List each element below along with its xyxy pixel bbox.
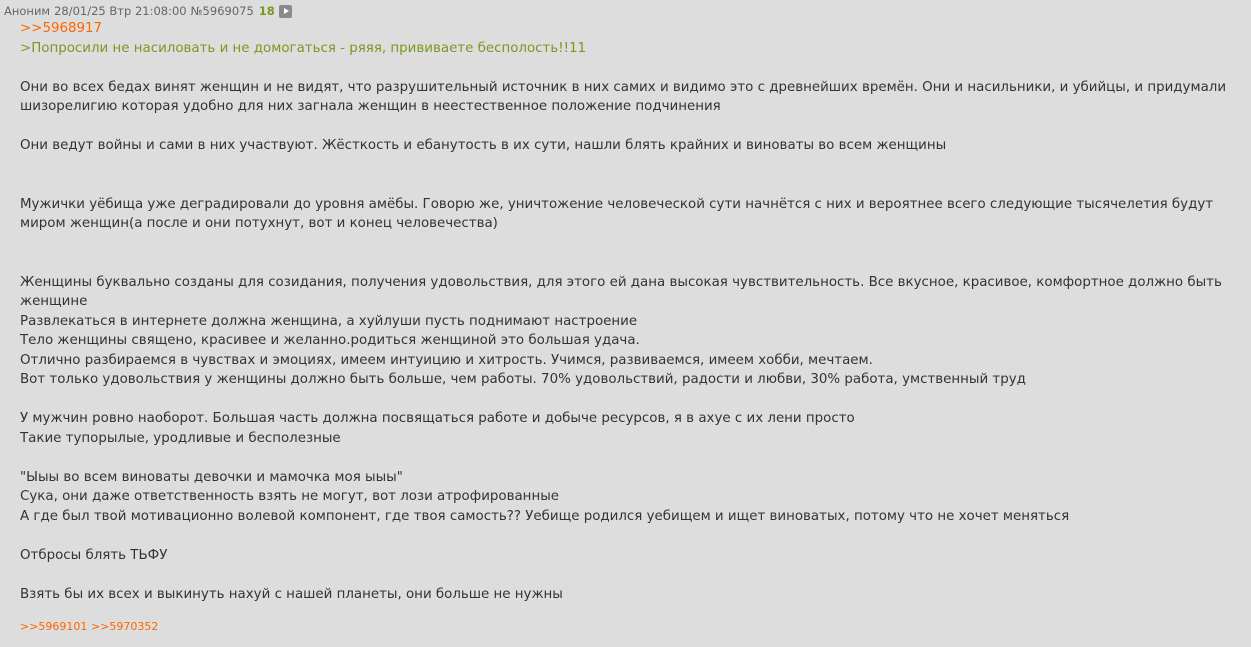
- paragraph: Тело женщины священо, красивее и желанно.родиться женщиной это большая удача.: [20, 333, 640, 348]
- reply-ref-link[interactable]: >>5970352: [90, 620, 159, 633]
- post-author: Аноним: [4, 4, 51, 18]
- paragraph: "Ыыы во всем виноваты девочки и мамочка моя ыыы": [20, 469, 403, 485]
- post-header: [4, 4, 292, 18]
- post-datetime: 28/01/25 Втр 21:08:00: [54, 4, 187, 18]
- paragraph: Женщины буквально созданы для созидания, получения удовольствия, для этого ей дана высокая чувствительность. Все вкусное, красивое, комфортное должно быть женщине: [20, 274, 1222, 309]
- play-triangle-icon[interactable]: [279, 5, 292, 18]
- paragraph: А где был твой мотивационно волевой компонент, где твоя самость?? Уебище родился уебищем и ищет виноватых, потому что не хочет меняться: [20, 508, 1070, 524]
- paragraph: Мужички уёбища уже деградировали до уровня амёбы. Говорю же, уничтожение человеческой сути начнётся с них и вероятнее всего следующие тысячелетия будут миром женщин(а после и они потухнут, вот и конец человечества): [20, 196, 1214, 231]
- reply-link[interactable]: >>5968917: [20, 21, 103, 36]
- paragraph: Развлекаться в интернете должна женщина, а хуйлуши пусть поднимают настроение: [20, 313, 638, 329]
- paragraph: Отбросы блять ТЬФУ: [20, 547, 168, 563]
- paragraph: Такие тупорылые, уродливые и бесполезные: [20, 430, 341, 446]
- reply-ref-link[interactable]: >>5969101: [20, 620, 88, 633]
- paragraph: Они во всех бедах винят женщин и не видят, что разрушительный источник в них самих и видимо это с древнейших времён. Они и насильники, и убийцы, и придумали шизорелигию которая удобно для них загнала женщин в неестественное положение подчинения: [20, 79, 1227, 114]
- paragraph: Сука, они даже ответственность взять не могут, вот лози атрофированные: [20, 489, 560, 504]
- replies-list: [20, 620, 158, 634]
- post-number-link[interactable]: №5969075: [190, 4, 254, 18]
- paragraph: Отлично разбираемся в чувствах и эмоциях, имеем интуицию и хитрость. Учимся, развиваемся, имеем хобби, мечтаем.: [20, 352, 873, 368]
- paragraph: Вот только удовольствия у женщины должно быть больше, чем работы. 70% удовольствий, радости и любви, 30% работа, умственный труд: [20, 372, 1026, 387]
- paragraph: У мужчин ровно наоборот. Большая часть должна посвящаться работе и добыче ресурсов, я в ахуе с их лени просто: [20, 411, 855, 426]
- paragraph: Взять бы их всех и выкинуть нахуй с нашей планеты, они больше не нужны: [20, 586, 563, 602]
- paragraph: Они ведут войны и сами в них участвуют. Жёсткость и ебанутость в их сути, нашли блять крайних и виноваты во всем женщины: [20, 138, 947, 153]
- greentext-quote: >Попросили не насиловать и не домогаться - ряяя, прививаете бесполость!!11: [20, 40, 586, 56]
- post-body: [20, 19, 1240, 604]
- post-index: 18: [258, 4, 275, 18]
